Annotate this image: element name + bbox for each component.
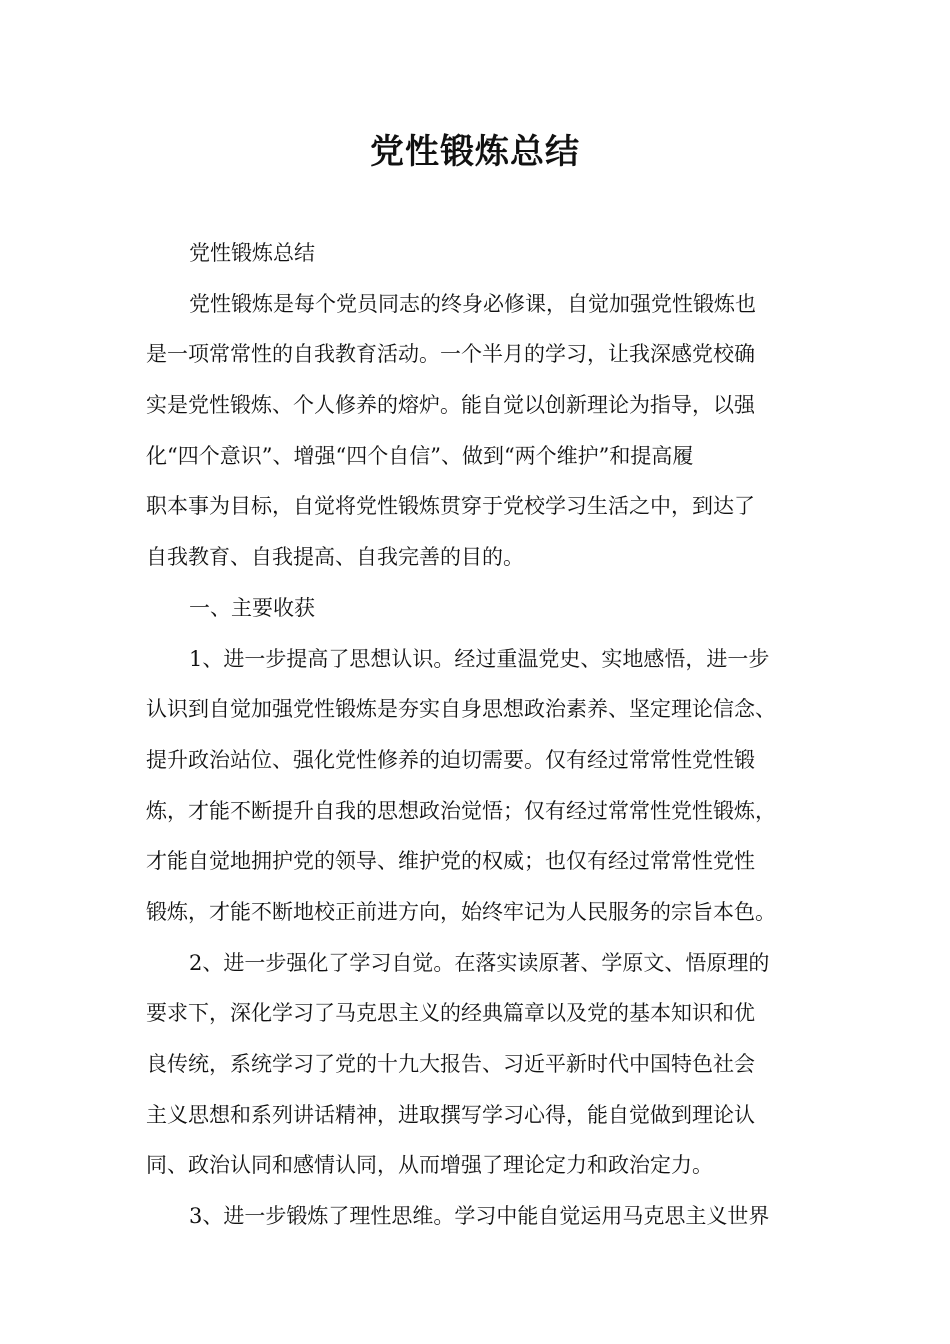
paragraph-line: 3、进一步锻炼了理性思维。学习中能自觉运用马克思主义世界 <box>189 1204 770 1229</box>
document-title: 党性锻炼总结 <box>370 132 580 172</box>
paragraph-line: 2、进一步强化了学习自觉。在落实读原著、学原文、悟原理的 <box>189 950 770 975</box>
paragraph-line: 认识到自觉加强党性锻炼是夯实自身思想政治素养、坚定理论信念、 <box>146 697 776 722</box>
paragraph-line: 化“四个意识”、增强“四个自信”、做到“两个维护”和提高履 <box>146 443 694 468</box>
paragraph-line: 是一项常常性的自我教育活动。一个半月的学习，让我深感党校确 <box>146 342 755 367</box>
section-heading: 一、主要收获 <box>189 595 315 620</box>
document-body <box>146 228 821 1242</box>
paragraph-line: 主义思想和系列讲话精神，进取撰写学习心得，能自觉做到理论认 <box>146 1102 755 1127</box>
paragraph-line: 职本事为目标，自觉将党性锻炼贯穿于党校学习生活之中，到达了 <box>146 494 755 519</box>
paragraph-line: 自我教育、自我提高、自我完善的目的。 <box>146 545 524 570</box>
paragraph-line: 1、进一步提高了思想认识。经过重温党史、实地感悟，进一步 <box>189 646 770 671</box>
paragraph-line: 党性锻炼是每个党员同志的终身必修课，自觉加强党性锻炼也 <box>189 291 756 316</box>
paragraph-line: 锻炼，才能不断地校正前进方向，始终牢记为人民服务的宗旨本色。 <box>146 899 776 924</box>
paragraph-line: 要求下，深化学习了马克思主义的经典篇章以及党的基本知识和优 <box>146 1001 755 1026</box>
paragraph-line: 同、政治认同和感情认同，从而增强了理论定力和政治定力。 <box>146 1153 713 1178</box>
section-heading: 党性锻炼总结 <box>189 241 315 265</box>
paragraph-line: 良传统，系统学习了党的十九大报告、习近平新时代中国特色社会 <box>146 1052 755 1076</box>
paragraph-line: 炼，才能不断提升自我的思想政治觉悟；仅有经过常常性党性锻炼， <box>146 798 776 823</box>
paragraph-line: 提升政治站位、强化党性修养的迫切需要。仅有经过常常性党性锻 <box>146 747 755 772</box>
paragraph-line: 实是党性锻炼、个人修养的熔炉。能自觉以创新理论为指导，以强 <box>146 393 755 418</box>
paragraph-line: 才能自觉地拥护党的领导、维护党的权威；也仅有经过常常性党性 <box>146 849 755 874</box>
